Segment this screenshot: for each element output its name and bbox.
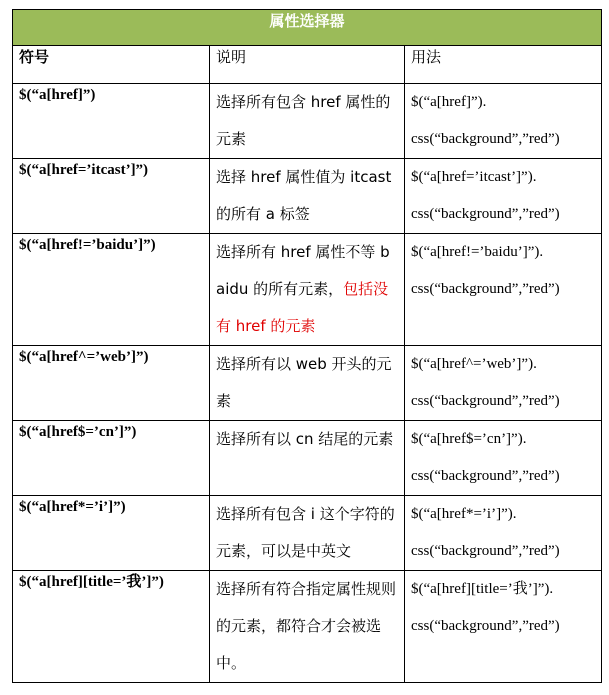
usage-line-1: $(“a[href^=’web’]”). [411, 356, 537, 372]
table-row [13, 421, 602, 496]
usage-line-2: css(“background”,”red”) [411, 281, 560, 297]
row-symbol: $(“a[href=’itcast’]”) [13, 159, 210, 234]
description-text: 选择所有以 cn 结尾的元素 [216, 430, 394, 448]
row-symbol: $(“a[href*=’i’]”) [13, 496, 210, 571]
row-symbol: $(“a[href][title=’我’]”) [13, 571, 210, 683]
usage-line-1: $(“a[href!=’baidu’]”). [411, 244, 544, 260]
usage-line-1: $(“a[href]”). [411, 94, 487, 110]
table-row [13, 346, 602, 421]
row-description [210, 159, 405, 234]
description-text: 选择所有包含 href 属性的元素 [216, 93, 391, 148]
usage-line-1: $(“a[href*=’i’]”). [411, 506, 517, 522]
row-usage [405, 159, 602, 234]
row-usage [405, 346, 602, 421]
usage-line-2: css(“background”,”red”) [411, 393, 560, 409]
row-description [210, 346, 405, 421]
usage-line-2: css(“background”,”red”) [411, 543, 560, 559]
description-text: 选择所有 href 属性不等 baidu 的所有元素， [216, 243, 390, 298]
table-row [13, 496, 602, 571]
usage-line-2: css(“background”,”red”) [411, 618, 560, 634]
header-description: 说明 [210, 46, 405, 84]
usage-line-2: css(“background”,”red”) [411, 131, 560, 147]
row-description [210, 571, 405, 683]
usage-line-2: css(“background”,”red”) [411, 206, 560, 222]
description-text: 选择 href 属性值为 itcast 的所有 a 标签 [216, 168, 392, 223]
row-usage [405, 234, 602, 346]
row-description [210, 496, 405, 571]
row-description [210, 421, 405, 496]
description-text: 选择所有符合指定属性规则的元素，都符合才会被选中。 [216, 580, 397, 672]
row-usage [405, 421, 602, 496]
usage-line-2: css(“background”,”red”) [411, 468, 560, 484]
table-row [13, 159, 602, 234]
attribute-selector-table [12, 9, 602, 683]
table-row [13, 571, 602, 683]
row-usage [405, 571, 602, 683]
row-usage [405, 496, 602, 571]
usage-line-1: $(“a[href][title=’我’]”). [411, 581, 554, 597]
table-header-row [13, 46, 602, 84]
row-usage [405, 84, 602, 159]
row-description [210, 234, 405, 346]
attribute-selector-table-wrapper [12, 9, 602, 683]
table-row [13, 84, 602, 159]
row-description [210, 84, 405, 159]
row-symbol: $(“a[href!=’baidu’]”) [13, 234, 210, 346]
table-title: 属性选择器 [13, 10, 602, 46]
description-text: 选择所有以 web 开头的元素 [216, 355, 392, 410]
table-title-row [13, 10, 602, 46]
description-highlight: 包括没有 href 的元素 [216, 280, 389, 335]
usage-line-1: $(“a[href=’itcast’]”). [411, 169, 537, 185]
table-row [13, 234, 602, 346]
header-symbol: 符号 [13, 46, 210, 84]
description-text: 选择所有包含 i 这个字符的元素，可以是中英文 [216, 505, 395, 560]
row-symbol: $(“a[href$=’cn’]”) [13, 421, 210, 496]
header-usage: 用法 [405, 46, 602, 84]
usage-line-1: $(“a[href$=’cn’]”). [411, 431, 527, 447]
row-symbol: $(“a[href^=’web’]”) [13, 346, 210, 421]
row-symbol: $(“a[href]”) [13, 84, 210, 159]
